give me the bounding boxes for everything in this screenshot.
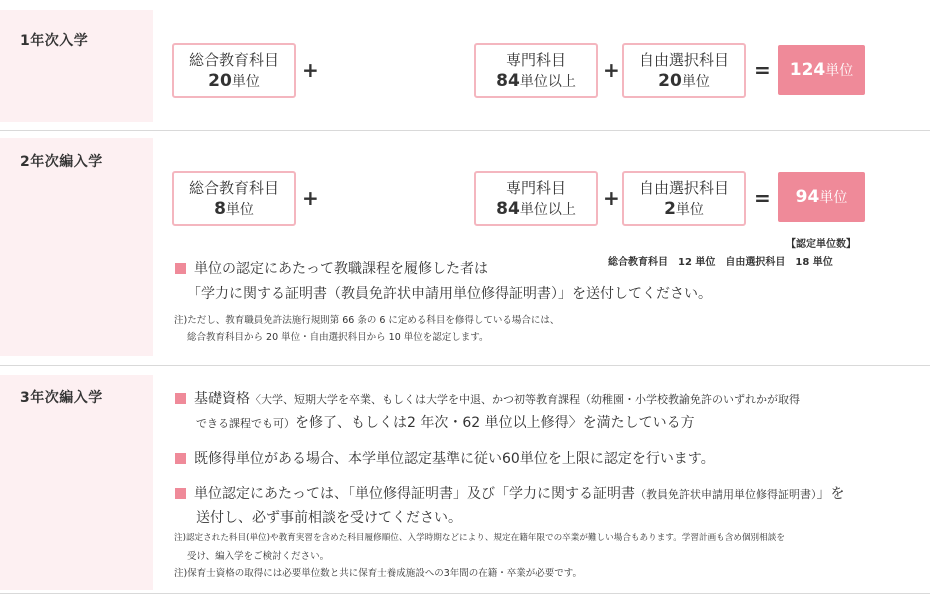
pink-square-icon <box>175 393 186 404</box>
box-title: 専門科目 <box>505 51 566 69</box>
box-unit: 単位 <box>231 74 260 90</box>
major-subjects-box <box>474 43 598 98</box>
pink-square-icon <box>175 453 186 464</box>
box-title: 自由選択科目 <box>638 179 729 197</box>
box-number: 2 <box>664 199 676 219</box>
total-credits-box <box>778 172 865 222</box>
major-subjects-box <box>474 171 598 226</box>
plus-sign: + <box>603 186 620 210</box>
section-divider <box>0 593 930 594</box>
section-1-title: 1年次入学 <box>20 33 89 49</box>
elective-subjects-box <box>622 171 746 226</box>
plus-sign: + <box>302 58 319 82</box>
section-2-label-panel <box>0 138 153 356</box>
bullet-text: 基礎資格 <box>194 391 250 407</box>
total-number: 124 <box>789 60 826 80</box>
box-number: 20 <box>208 71 232 91</box>
plus-sign: + <box>302 186 319 210</box>
section-2-title: 2年次編入学 <box>20 154 103 170</box>
basic-qualification-bullet <box>175 388 800 408</box>
box-number: 8 <box>214 199 226 219</box>
box-title: 自由選択科目 <box>638 51 729 69</box>
box-number: 20 <box>658 71 682 91</box>
bullet-continuation: 送付し、必ず事前相談を受けてください。 <box>196 510 462 526</box>
general-education-box <box>172 43 296 98</box>
section-3-label-panel <box>0 375 153 590</box>
plus-sign: + <box>603 58 620 82</box>
bullet-small-text: 〈大学、短期大学を卒業、もしくは大学を中退、かつ初等教育課程（幼稚園・小学校教諭免許のいずれかが取得 <box>250 393 800 406</box>
box-title: 総合教育科目 <box>188 51 279 69</box>
note-line: 注)保育士資格の取得には必要単位数と共に保育士養成施設への3年間の在籍・卒業が必要です。 <box>174 568 582 579</box>
box-unit: 単位以上 <box>519 74 576 90</box>
note-line: 注)認定された科目(単位)や教育実習を含めた科目履修順位、入学時期などにより、規定在籍年限での卒業が難しい場合もあります。学習計画も含め個別相談を <box>174 533 785 543</box>
box-unit: 単位 <box>675 202 704 218</box>
bullet-text: を修了、もしくは2 年次・62 単位以上修得〉を満たしている方 <box>295 415 695 431</box>
bullet-small-text: （教員免許状申請用単位修得証明書） <box>635 488 817 501</box>
teaching-course-bullet <box>175 258 488 278</box>
total-credits-box <box>778 45 865 95</box>
pink-square-icon <box>175 488 186 499</box>
box-title: 専門科目 <box>505 179 566 197</box>
equals-sign: = <box>754 58 771 82</box>
section-3-title: 3年次編入学 <box>20 390 103 406</box>
bullet-text: 単位認定にあたっては、「単位修得証明書」及び「学力に関する証明書 <box>194 486 635 502</box>
box-number: 84 <box>496 71 520 91</box>
pink-square-icon <box>175 263 186 274</box>
section-divider <box>0 130 930 131</box>
certificate-bullet <box>175 483 845 503</box>
section-1-label-panel <box>0 10 153 122</box>
transfer-credit-bullet <box>175 448 715 468</box>
box-unit: 単位 <box>225 202 254 218</box>
box-title: 総合教育科目 <box>188 179 279 197</box>
box-unit: 単位以上 <box>519 202 576 218</box>
total-unit: 単位 <box>825 63 854 79</box>
note-line: 受け、編入学をご検討ください。 <box>187 551 330 562</box>
total-unit: 単位 <box>819 190 848 206</box>
bullet-continuation <box>196 412 695 432</box>
certified-credits-heading: 【認定単位数】 <box>786 239 856 250</box>
bullet-continuation: 「学力に関する証明書（教員免許状申請用単位修得証明書）」を送付してください。 <box>187 286 712 302</box>
bullet-text: 既修得単位がある場合、本学単位認定基準に従い60単位を上限に認定を行います。 <box>194 451 715 467</box>
note-line: 注)ただし、教育職員免許法施行規則第 66 条の 6 に定める科目を修得している場合には、 <box>174 315 560 326</box>
certified-credits-detail: 総合教育科目 12 単位 自由選択科目 18 単位 <box>608 257 833 268</box>
note-line: 総合教育科目から 20 単位・自由選択科目から 10 単位を認定します。 <box>187 332 489 343</box>
total-number: 94 <box>795 187 820 207</box>
box-number: 84 <box>496 199 520 219</box>
elective-subjects-box <box>622 43 746 98</box>
equals-sign: = <box>754 186 771 210</box>
bullet-small-text: できる課程でも可） <box>196 417 295 430</box>
bullet-text: 」を <box>816 486 845 502</box>
box-unit: 単位 <box>681 74 710 90</box>
general-education-box <box>172 171 296 226</box>
bullet-text: 単位の認定にあたって教職課程を履修した者は <box>194 261 488 277</box>
section-divider <box>0 365 930 366</box>
